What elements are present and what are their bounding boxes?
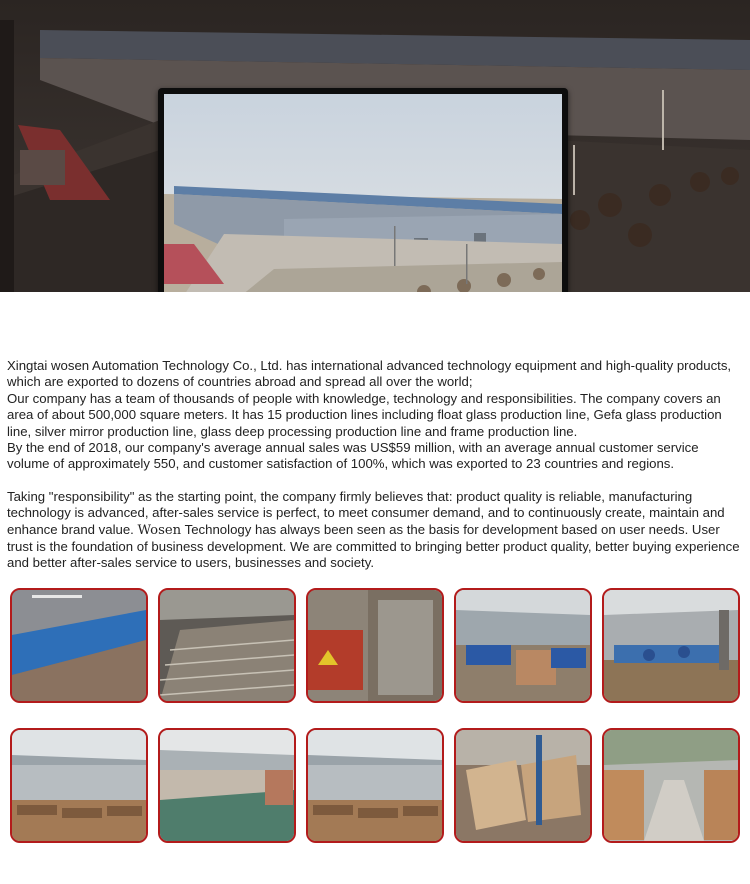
warehouse-shelves-photo xyxy=(604,730,738,841)
glass-conveyor-photo xyxy=(160,590,294,701)
framed-factory-photo xyxy=(158,88,568,292)
gallery-thumb-1 xyxy=(10,588,148,703)
gallery-thumb-4 xyxy=(454,588,592,703)
factory-building-photo xyxy=(164,94,562,292)
paragraph-gap xyxy=(7,473,743,489)
warehouse-photo xyxy=(308,730,442,841)
warehouse-photo xyxy=(12,730,146,841)
brand-name: Wosen xyxy=(137,522,182,538)
machinery-photo xyxy=(308,590,442,701)
intro-paragraph-4-text-b: Technology has always been seen as the basis for development based on user needs. User trust is the foundation of business development. We are committed to bringing better product quality, better buying experience and better after-sales service to users, businesses and society. xyxy=(7,521,740,571)
workshop-photo xyxy=(456,590,590,701)
gallery-thumb-9 xyxy=(454,728,592,843)
workers-assembly-photo xyxy=(604,590,738,701)
intro-paragraph-4 xyxy=(7,489,743,572)
glass-production-line-photo xyxy=(12,590,146,701)
intro-paragraph-2: Our company has a team of thousands of people with knowledge, technology and responsibilities. The company covers an area of about 500,000 square meters. It has 15 production lines including float glass production line, Gefa glass production line, silver mirror production line, glass deep processing production line and frame production line. xyxy=(7,390,722,439)
company-introduction xyxy=(7,358,743,572)
intro-paragraph-1 xyxy=(7,358,743,391)
glass-stock-photo xyxy=(160,730,294,841)
intro-paragraph-1-text: sen Automation Technology Co., Ltd. has international advanced technology equipment and high-quality products, which are exported to dozens of countries abroad and spread all over the world; xyxy=(7,358,732,390)
packing-crates-photo xyxy=(456,730,590,841)
factory-gallery xyxy=(0,585,750,865)
gallery-thumb-8 xyxy=(306,728,444,843)
company-name-start: Xingtai wo xyxy=(7,358,68,373)
intro-paragraph-3: By the end of 2018, our company's average annual sales was US$59 million, with an average annual customer service volume of approximately 550, and customer satisfaction of 100%, which was exported to 23 countries and regions. xyxy=(7,440,699,472)
gallery-thumb-6 xyxy=(10,728,148,843)
gallery-thumb-3 xyxy=(306,588,444,703)
gallery-thumb-10 xyxy=(602,728,740,843)
gallery-thumb-7 xyxy=(158,728,296,843)
intro-paragraph-4-text-a: Taking "responsibility" as the starting point, the company firmly believes that: product quality is reliable, manufacturing technology is advanced, after-sales service is perfect, to meet consumer demand, and to continuously create, maintain and enhance brand value. xyxy=(7,488,725,537)
gallery-thumb-2 xyxy=(158,588,296,703)
gallery-thumb-5 xyxy=(602,588,740,703)
hero-banner xyxy=(0,0,750,292)
